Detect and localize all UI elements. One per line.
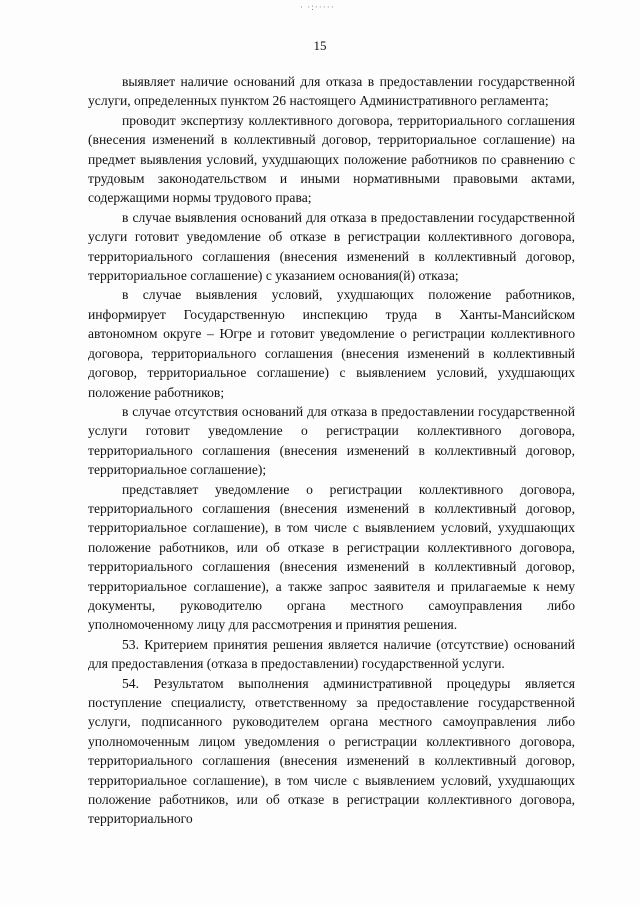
document-body bbox=[88, 72, 575, 829]
paragraph: в случае выявления условий, ухудшающих положение работников, информирует Государственную инспекцию труда в Ханты-Мансийском автономном округе – Югре и готовит уведомление о регистрации коллективного договора, территориального соглашения (внесения изменений в коллективный договор, территориальное соглашение) с выявлением условий, ухудшающих положение работников; bbox=[88, 287, 575, 400]
paragraph: выявляет наличие оснований для отказа в предоставлении государственной услуги, определенных пунктом 26 настоящего Административного регламента; bbox=[88, 74, 575, 109]
paragraph: в случае отсутствия оснований для отказа в предоставлении государственной услуги готовит уведомление о регистрации коллективного договора, территориального соглашения (внесения изменений в коллективный договор, территориальное соглашение); bbox=[88, 403, 575, 478]
paragraph-item-53: 53. Критерием принятия решения является наличие (отсутствие) оснований для предоставления (отказа в предоставлении) государственной услуги. bbox=[88, 636, 575, 672]
paragraph: проводит экспертизу коллективного договора, территориального соглашения (внесения изменений в коллективный договор, территориальное соглашение) на предмет выявления условий, ухудшающих положение работников по сравнению с трудовым законодательством и иными нормативными правовыми актами, содержащими нормы трудового права; bbox=[88, 112, 575, 206]
paragraph-item-54: 54. Результатом выполнения административной процедуры является поступление специалисту, ответственному за предоставление государственной услуги, подписанного руководителем органа местного самоуправления либо уполномоченным лицом уведомления о регистрации коллективного договора, территориального соглашения (внесения изменений в коллективный договор, территориальное соглашение), в том числе с выявлением условий, ухудшающих положение работников, или об отказе в регистрации коллективного договора, территориального bbox=[88, 675, 575, 827]
page-number: 15 bbox=[313, 38, 327, 53]
scan-mark: · ·:····· bbox=[300, 2, 335, 12]
paragraph: представляет уведомление о регистрации коллективного договора, территориального соглашения (внесения изменений в коллективный договор, территориальное соглашение), в том числе с выявлением условий, ухудшающих положение работников, или об отказе в регистрации коллективного договора, территориального соглашения (внесения изменений в коллективный договор, территориальное соглашение), а также запрос заявителя и прилагаемые к нему документы, руководителю органа местного самоуправления либо уполномоченному лицу для рассмотрения и принятия решения. bbox=[88, 481, 575, 633]
paragraph: в случае выявления оснований для отказа в предоставлении государственной услуги готовит уведомление об отказе в регистрации коллективного договора, территориального соглашения (внесения изменений в коллективный договор, территориальное соглашение) с указанием основания(й) отказа; bbox=[88, 209, 575, 284]
